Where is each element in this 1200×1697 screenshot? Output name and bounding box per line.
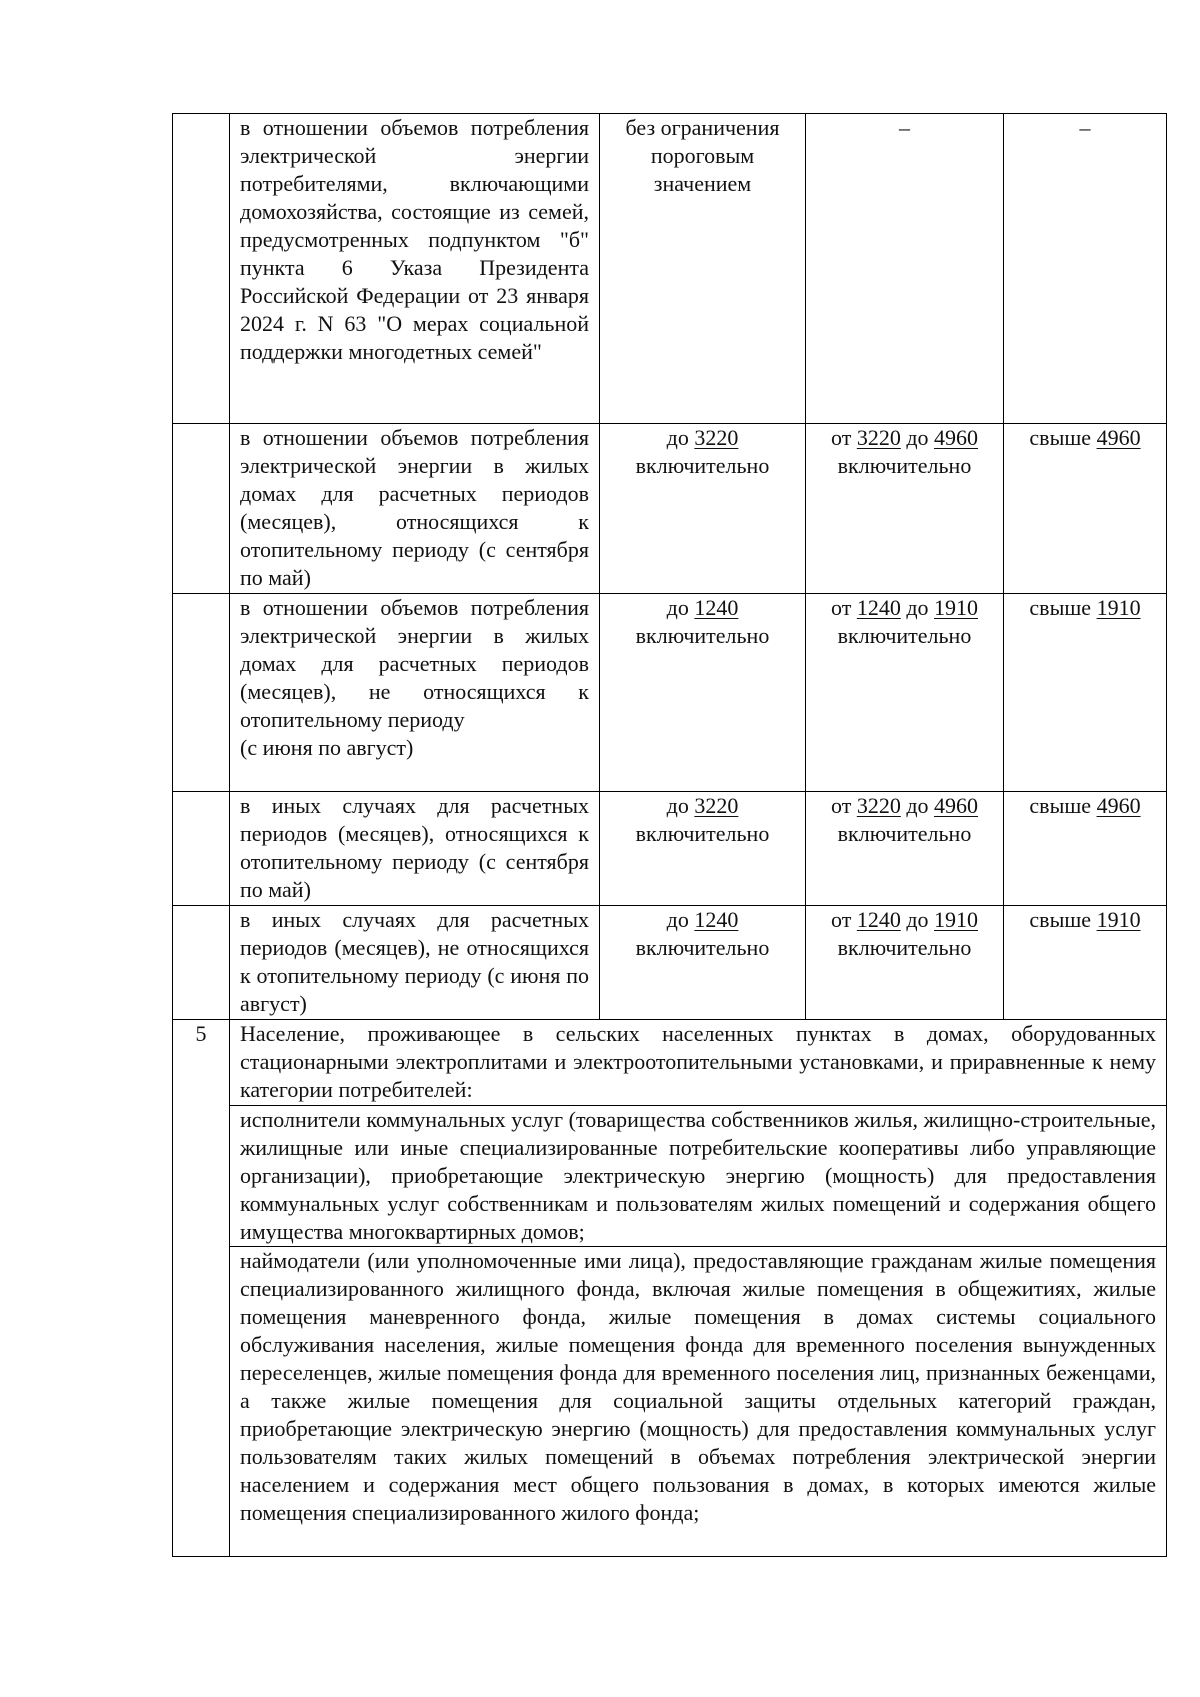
range-value-link[interactable]: 1910 (1096, 595, 1141, 620)
range-separator: до (900, 907, 935, 932)
range-prefix: до (666, 425, 695, 450)
range-value-link[interactable]: 1240 (694, 907, 739, 932)
row-number-cell (173, 1020, 230, 1557)
range-value-link[interactable]: 1240 (694, 595, 739, 620)
range-value-link[interactable]: 1240 (856, 907, 901, 932)
description-text: в отношении объемов потребления электрической энергии в жилых домах для расчетных периодов (месяцев), не относящихся к отопительному периоду (240, 595, 589, 732)
range-low-cell (600, 906, 806, 1020)
range-mid-cell (806, 792, 1004, 906)
section-heading: Население, проживающее в сельских населенных пунктах в домах, оборудованных стационарными электроплитами и электроотопительными установками, и приравненные к нему категории потребителей: (240, 1021, 1156, 1102)
range-separator: до (900, 425, 935, 450)
table-row (173, 1106, 1167, 1247)
tariff-table (172, 113, 1167, 1557)
range-prefix: свыше (1029, 907, 1097, 932)
range-prefix: до (666, 595, 695, 620)
range-prefix: от (830, 793, 857, 818)
range-separator: до (900, 595, 935, 620)
description-text: в иных случаях для расчетных периодов (месяцев), не относящихся к отопительному периоду (с июня по август) (240, 907, 589, 1016)
range-value-link[interactable]: 3220 (856, 793, 901, 818)
table-row (173, 114, 1167, 424)
row-number-cell (173, 594, 230, 792)
range-value-link[interactable]: 1240 (856, 595, 901, 620)
row-number-cell (173, 114, 230, 424)
description-text: в отношении объемов потребления электрической энергии потребителями, включающими домохозяйства, состоящие из семей, предусмотренных подпунктом "б" пункта 6 Указа Президента Российской Федерации от 23 января 2024 г. N 63 "О мерах социальной поддержки многодетных семей" (240, 115, 589, 364)
table-row (173, 1247, 1167, 1557)
range-value-link[interactable]: 3220 (694, 425, 739, 450)
range-low-text: без ограничения пороговым значением (625, 115, 780, 196)
range-suffix: включительно (635, 453, 770, 478)
description-cell (230, 792, 600, 906)
table-row (173, 424, 1167, 594)
range-prefix: от (830, 425, 857, 450)
section-item-cell (230, 1247, 1167, 1557)
range-suffix: включительно (837, 623, 972, 648)
range-high-text: – (1079, 115, 1091, 140)
range-suffix: включительно (635, 623, 770, 648)
range-high-cell (1004, 114, 1167, 424)
table-row (173, 906, 1167, 1020)
range-separator: до (900, 793, 935, 818)
range-suffix: включительно (837, 935, 972, 960)
range-value-link[interactable]: 3220 (694, 793, 739, 818)
description-text: в отношении объемов потребления электрической энергии в жилых домах для расчетных периодов (месяцев), относящихся к отопительному периоду (с сентября по май) (240, 425, 589, 590)
range-prefix: до (666, 907, 695, 932)
section-item-text: наймодатели (или уполномоченные ими лица), предоставляющие гражданам жилые помещения специализированного жилищного фонда, включая жилые помещения в общежитиях, жилые помещения маневренного фонда, жилые помещения в домах системы социального обслуживания населения, жилые помещения фонда для временного поселения вынужденных переселенцев, жилые помещения фонда для временного поселения лиц, признанных беженцами, а также жилые помещения для социальной защиты отдельных категорий граждан, приобретающие электрическую энергию (мощность) для предоставления коммунальных услуг пользователям таких жилых помещений в объемах потребления электрической энергии населением и содержания мест общего пользования в домах, в которых имеются жилые помещения специализированного жилого фонда; (240, 1248, 1156, 1525)
range-suffix: включительно (837, 453, 972, 478)
range-mid-cell (806, 114, 1004, 424)
description-cell (230, 114, 600, 424)
range-low-cell (600, 594, 806, 792)
range-value-link[interactable]: 1910 (1096, 907, 1141, 932)
range-value-link[interactable]: 1910 (934, 907, 979, 932)
range-high-cell (1004, 424, 1167, 594)
range-high-cell (1004, 594, 1167, 792)
section-heading-cell (230, 1020, 1167, 1106)
range-value-link[interactable]: 4960 (1096, 425, 1141, 450)
table-row (173, 594, 1167, 792)
range-mid-text: – (899, 115, 910, 140)
range-mid-cell (806, 906, 1004, 1020)
range-prefix: свыше (1029, 425, 1097, 450)
table-row (173, 1020, 1167, 1106)
section-item-text: исполнители коммунальных услуг (товарищества собственников жилья, жилищно-строительные, жилищные или иные специализированные потребительские кооперативы либо управляющие организации), приобретающие электрическую энергию (мощность) для предоставления коммунальных услуг собственникам и пользователям жилых помещений и содержания общего имущества многоквартирных домов; (240, 1107, 1156, 1244)
row-number-cell (173, 792, 230, 906)
range-value-link[interactable]: 4960 (1096, 793, 1141, 818)
description-cell (230, 594, 600, 792)
range-prefix: до (666, 793, 695, 818)
row-number-cell (173, 906, 230, 1020)
table-row (173, 792, 1167, 906)
range-prefix: от (830, 595, 857, 620)
range-mid-cell (806, 424, 1004, 594)
range-value-link[interactable]: 4960 (934, 793, 979, 818)
range-value-link[interactable]: 1910 (934, 595, 979, 620)
range-prefix: от (830, 907, 857, 932)
section-item-cell (230, 1106, 1167, 1247)
range-high-cell (1004, 792, 1167, 906)
description-cell (230, 424, 600, 594)
range-suffix: включительно (635, 821, 770, 846)
range-suffix: включительно (635, 935, 770, 960)
description-tail: (с июня по август) (240, 735, 414, 760)
range-prefix: свыше (1029, 595, 1097, 620)
row-number: 5 (195, 1021, 207, 1046)
description-cell (230, 906, 600, 1020)
range-prefix: свыше (1029, 793, 1097, 818)
row-number-cell (173, 424, 230, 594)
range-value-link[interactable]: 4960 (934, 425, 979, 450)
range-suffix: включительно (837, 821, 972, 846)
range-value-link[interactable]: 3220 (856, 425, 901, 450)
description-text: в иных случаях для расчетных периодов (месяцев), относящихся к отопительному периоду (с сентября по май) (240, 793, 589, 902)
range-low-cell (600, 424, 806, 594)
range-low-cell (600, 114, 806, 424)
range-low-cell (600, 792, 806, 906)
range-high-cell (1004, 906, 1167, 1020)
range-mid-cell (806, 594, 1004, 792)
